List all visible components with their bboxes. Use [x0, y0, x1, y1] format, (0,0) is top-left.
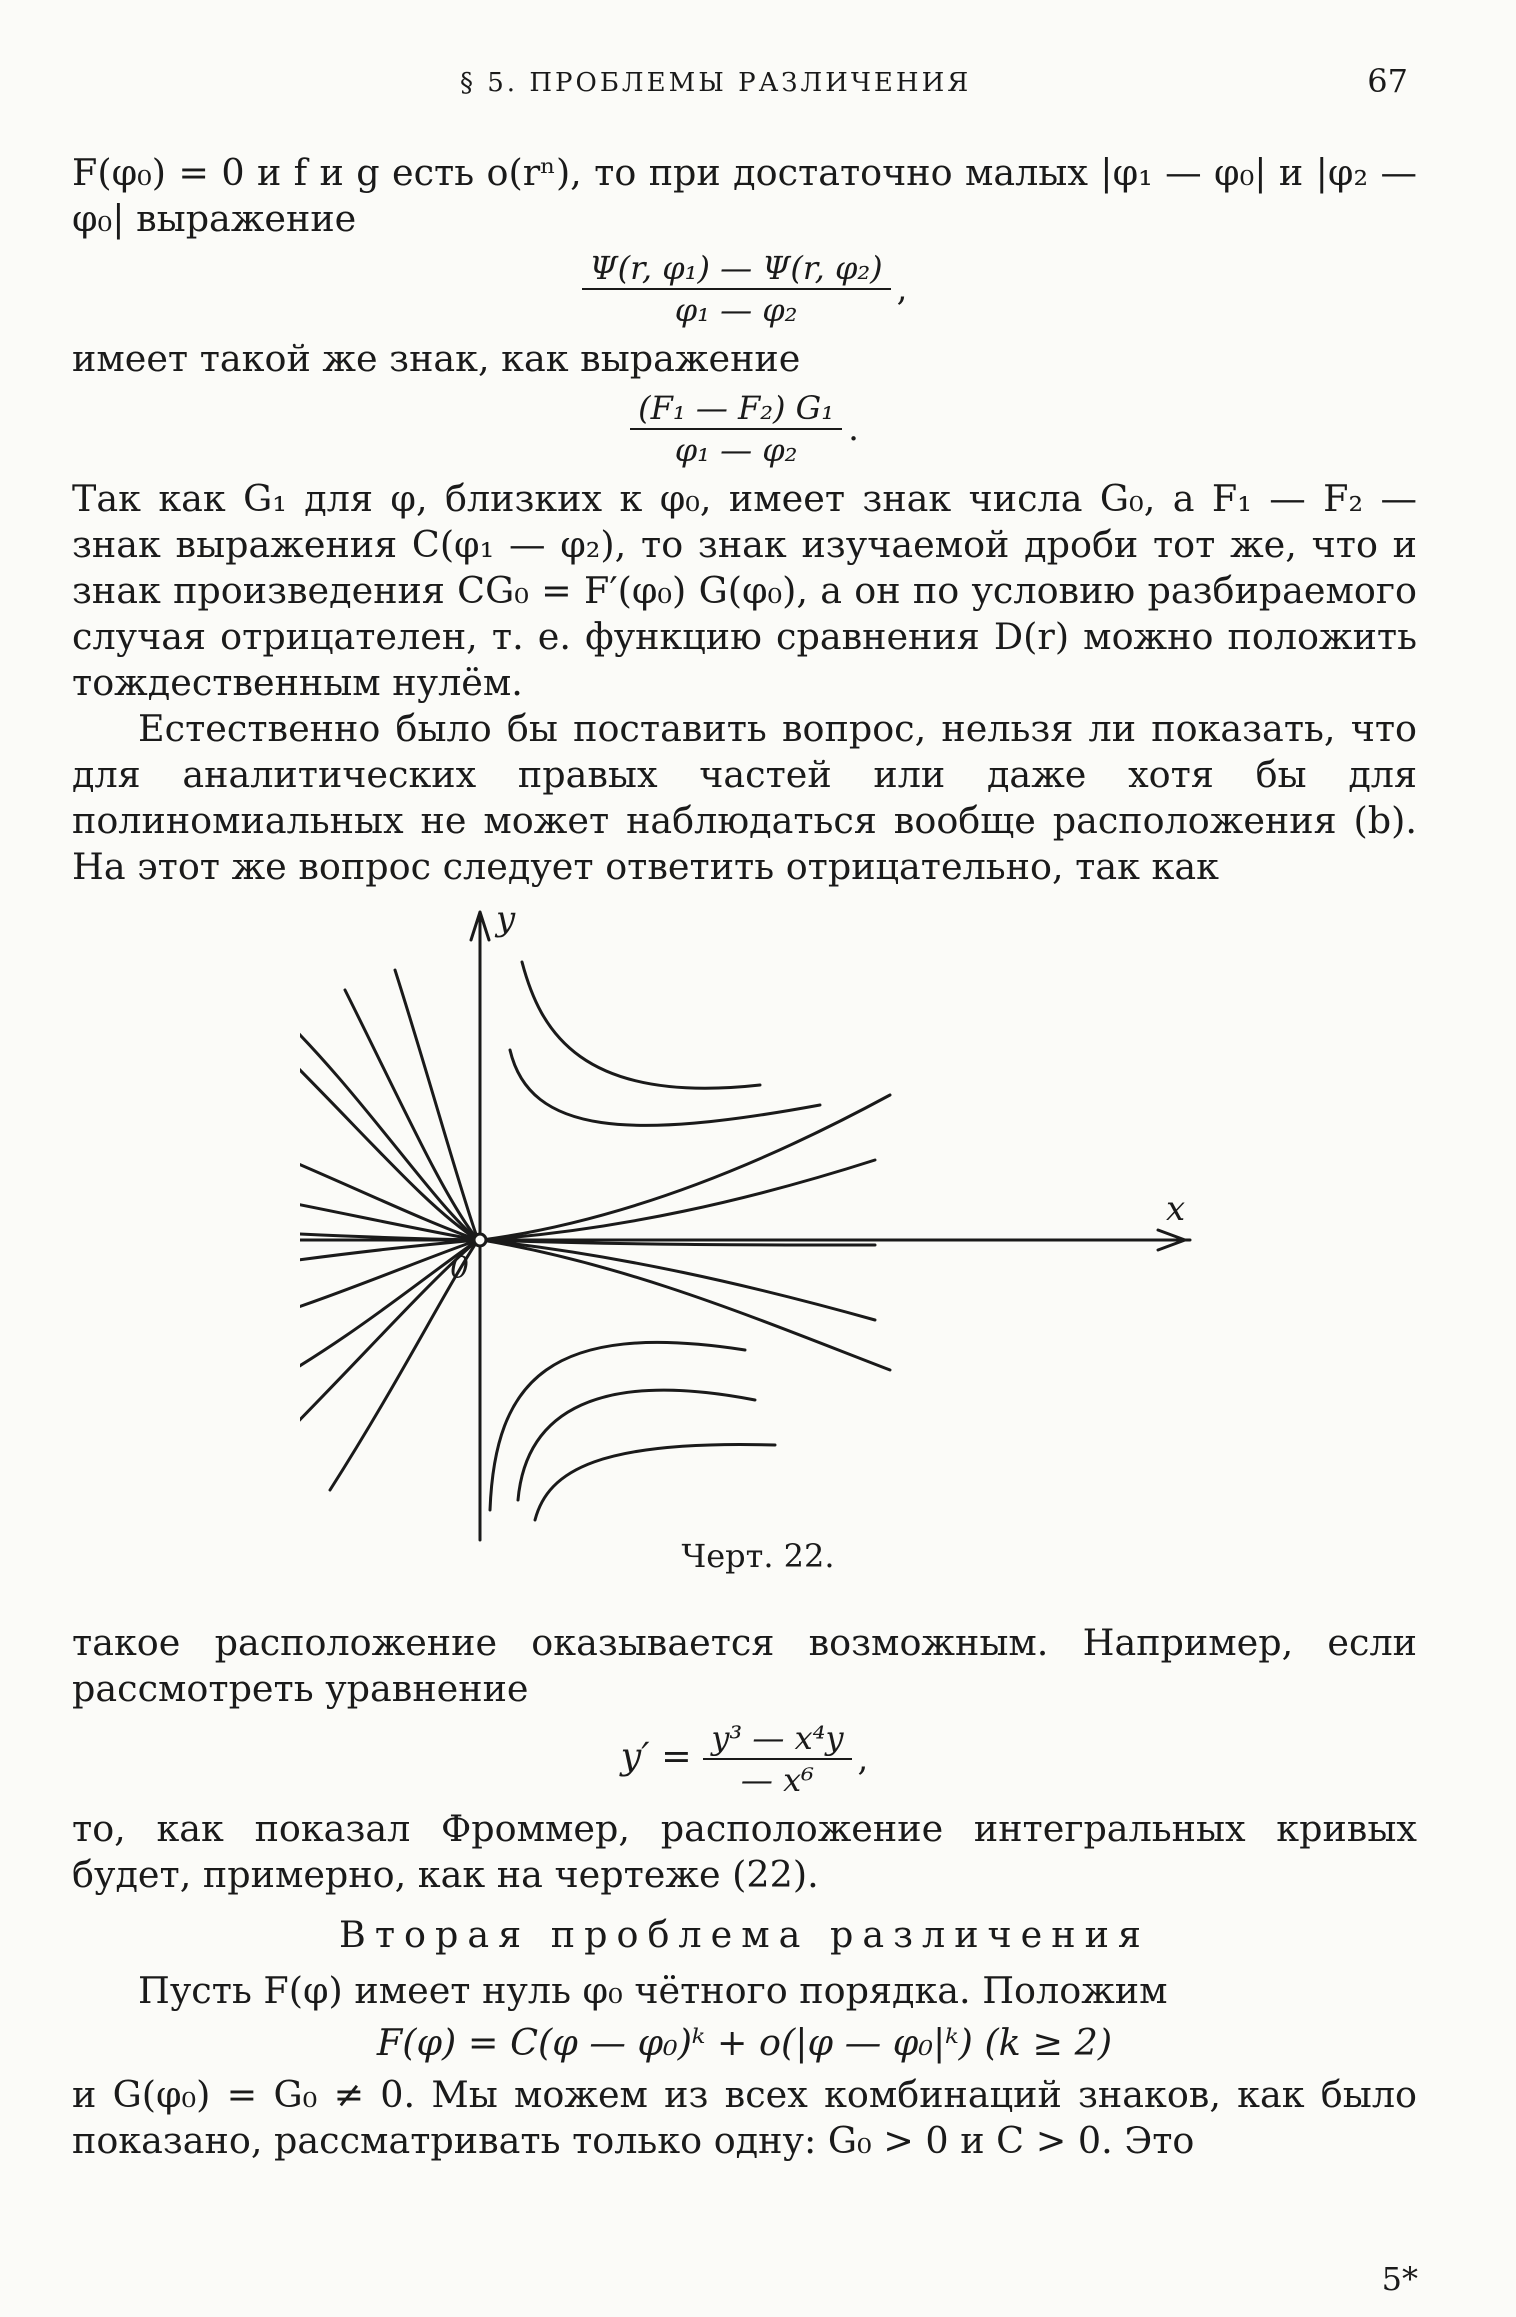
figure-integral-curves: [300, 900, 1220, 1560]
formula-lhs: y′ =: [620, 1734, 692, 1778]
paragraph-5: такое расположение оказывается возможным. Например, если рассмотреть уравнение: [72, 1621, 1417, 1710]
origin-point: [474, 1234, 486, 1246]
formula-f-expansion: F(φ) = C(φ — φ₀)ᵏ + o(|φ — φ₀|ᵏ) (k ≥ 2): [376, 2021, 1113, 2064]
figure-caption: Черт. 22.: [681, 1537, 835, 1575]
text-block-upper: [72, 150, 1417, 890]
integral-curves-diagram: [300, 900, 1220, 1560]
formula-frommer-equation: [72, 1718, 1417, 1800]
section-heading: Вторая проблема различения: [339, 1913, 1150, 1956]
paragraph-4: Естественно было бы поставить вопрос, нельзя ли показать, что для аналитических правых частей или даже хотя бы для полиномиальных не может наблюдаться вообще расположения (b). На этот же вопрос следует ответить отрицательно, так как: [72, 707, 1417, 888]
formula-punctuation: ,: [896, 269, 908, 309]
fraction: [630, 388, 842, 470]
paragraph-3: Так как G₁ для φ, близких к φ₀, имеет знак числа G₀, а F₁ — F₂ — знак выражения C(φ₁ — φ₂), то знак изучаемой дроби тот же, что и знак произведения CG₀ = F′(φ₀) G(φ₀), а он по условию разбираемого случая отрицателен, т. е. функцию сравнения D(r) можно положить тождественным нулём.: [72, 477, 1417, 704]
integral-curve: [482, 1160, 875, 1240]
fraction: [582, 248, 891, 330]
integral-curve: [482, 1095, 890, 1240]
integral-curve: [490, 1342, 745, 1510]
page-number: 67: [1367, 62, 1408, 100]
integral-curve: [482, 1240, 890, 1370]
paragraph-6: то, как показал Фроммер, расположение интегральных кривых будет, примерно, как на чертеже (22).: [72, 1807, 1417, 1896]
fraction-denominator: — x⁶: [740, 1761, 814, 1799]
fraction-numerator: (F₁ — F₂) G₁: [630, 388, 842, 430]
paragraph-7: Пусть F(φ) имеет нуль φ₀ чётного порядка. Положим: [138, 1969, 1168, 2012]
text-block-lower: [72, 1620, 1417, 2164]
formula-punctuation: ,: [857, 1739, 869, 1779]
fraction-denominator: φ₁ — φ₂: [674, 291, 798, 329]
page-header: [0, 62, 1516, 106]
fraction-denominator: φ₁ — φ₂: [674, 431, 798, 469]
formula-f-ratio: [72, 388, 1417, 470]
integral-curve: [395, 970, 478, 1240]
fraction: [703, 1718, 851, 1800]
fraction-numerator: y³ — x⁴y: [703, 1718, 851, 1760]
paragraph-1: F(φ₀) = 0 и f и g есть o(rⁿ), то при достаточно малых |φ₁ — φ₀| и |φ₂ — φ₀| выражение: [72, 151, 1417, 240]
integral-curve: [510, 1050, 820, 1125]
integral-curve: [522, 962, 760, 1088]
fraction-numerator: Ψ(r, φ₁) — Ψ(r, φ₂): [582, 248, 891, 290]
formula-punctuation: .: [848, 409, 859, 449]
signature-mark: 5*: [1381, 2260, 1418, 2298]
x-axis-label: x: [1166, 1189, 1186, 1229]
origin-label: 0: [450, 1251, 470, 1286]
formula-psi-ratio: [72, 248, 1417, 330]
y-axis-label: y: [496, 900, 516, 939]
paragraph-8: и G(φ₀) = G₀ ≠ 0. Мы можем из всех комбинаций знаков, как было показано, рассматривать только одну: G₀ > 0 и C > 0. Это: [72, 2073, 1417, 2162]
integral-curve: [535, 1444, 775, 1520]
running-title: § 5. ПРОБЛЕМЫ РАЗЛИЧЕНИЯ: [460, 68, 972, 98]
paragraph-2: имеет такой же знак, как выражение: [72, 337, 801, 380]
